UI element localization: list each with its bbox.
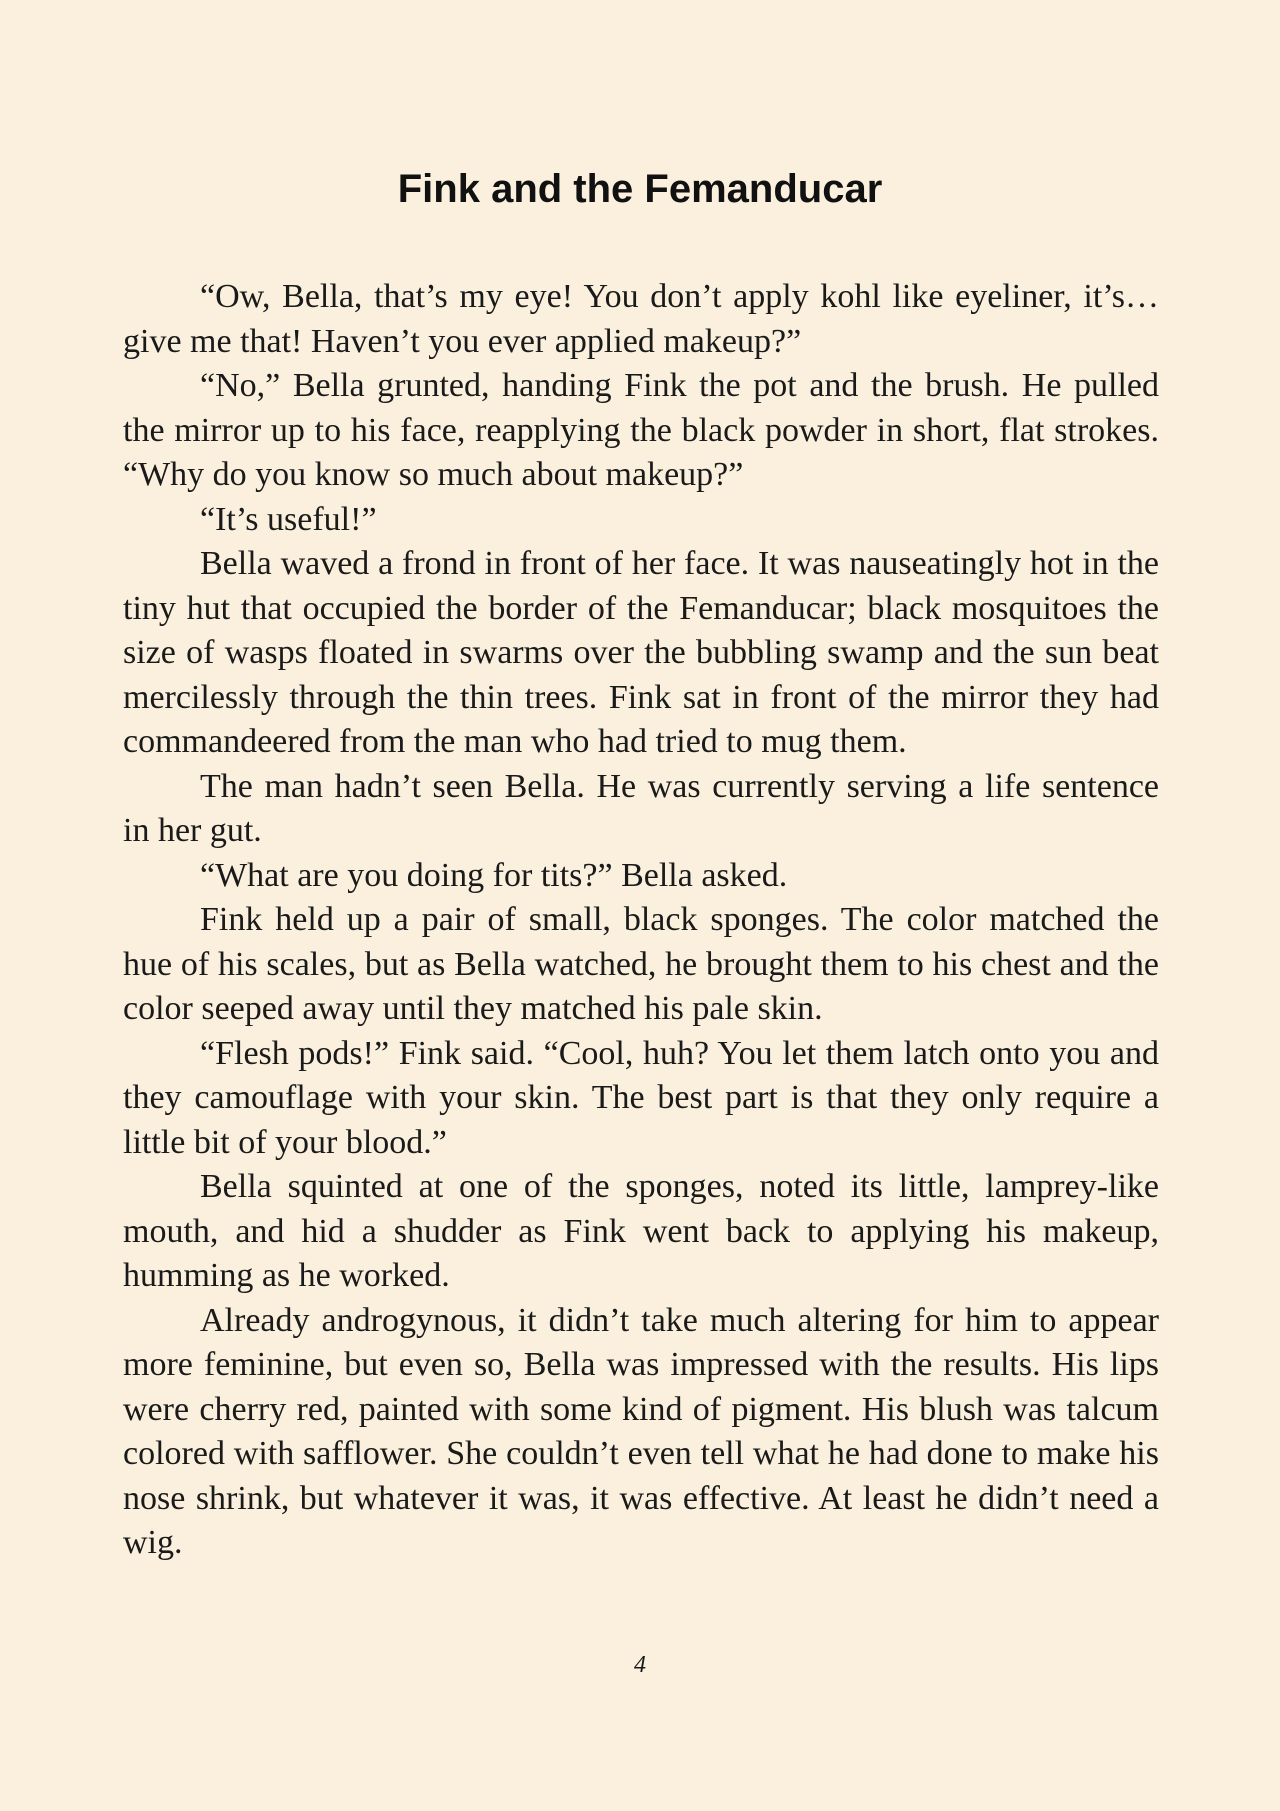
paragraph: Bella squinted at one of the sponges, noted its little, lamprey-like mouth, and hid a shudder as Fink went back to applying his makeup, humming as he worked. — [123, 1168, 1159, 1294]
paragraph: “It’s useful!” — [200, 500, 377, 538]
paragraph: “What are you doing for tits?” Bella asked. — [200, 856, 788, 894]
paragraph: Fink held up a pair of small, black sponges. The color matched the hue of his scales, but as Bella watched, he brought them to his chest and the color seeped away until they matched his pale skin. — [123, 901, 1159, 1027]
paragraph: “Flesh pods!” Fink said. “Cool, huh? You let them latch onto you and they camouflage with your skin. The best part is that they only require a little bit of your blood.” — [123, 1034, 1159, 1161]
paragraph: “Ow, Bella, that’s my eye! You don’t apply kohl like eyeliner, it’s…give me that! Haven’t you ever applied makeup?” — [123, 278, 1159, 360]
chapter-title: Fink and the Femanducar — [397, 167, 883, 211]
paragraph: Bella waved a frond in front of her face. It was nauseatingly hot in the tiny hut that occupied the border of the Femanducar; black mosquitoes the size of wasps floated in swarms over the bubbling swamp and the sun beat mercilessly through the thin trees. Fink sat in front of the mirror they had commandeered from the man who had tried to mug them. — [123, 545, 1159, 760]
paragraph: Already androgynous, it didn’t take much altering for him to appear more feminine, but even so, Bella was impressed with the results. His lips were cherry red, painted with some kind of pigment. His blush was talcum colored with safflower. She couldn’t even tell what he had done to make his nose shrink, but whatever it was, it was effective. At least he didn’t need a wig. — [123, 1301, 1159, 1561]
paragraph: The man hadn’t seen Bella. He was currently serving a life sentence in her gut. — [123, 767, 1159, 849]
page-number: 4 — [634, 1652, 646, 1678]
paragraph: “No,” Bella grunted, handing Fink the pot and the brush. He pulled the mirror up to his face, reapplying the black powder in short, flat strokes. “Why do you know so much about makeup?” — [123, 367, 1159, 493]
chapter-body — [123, 275, 1159, 1566]
